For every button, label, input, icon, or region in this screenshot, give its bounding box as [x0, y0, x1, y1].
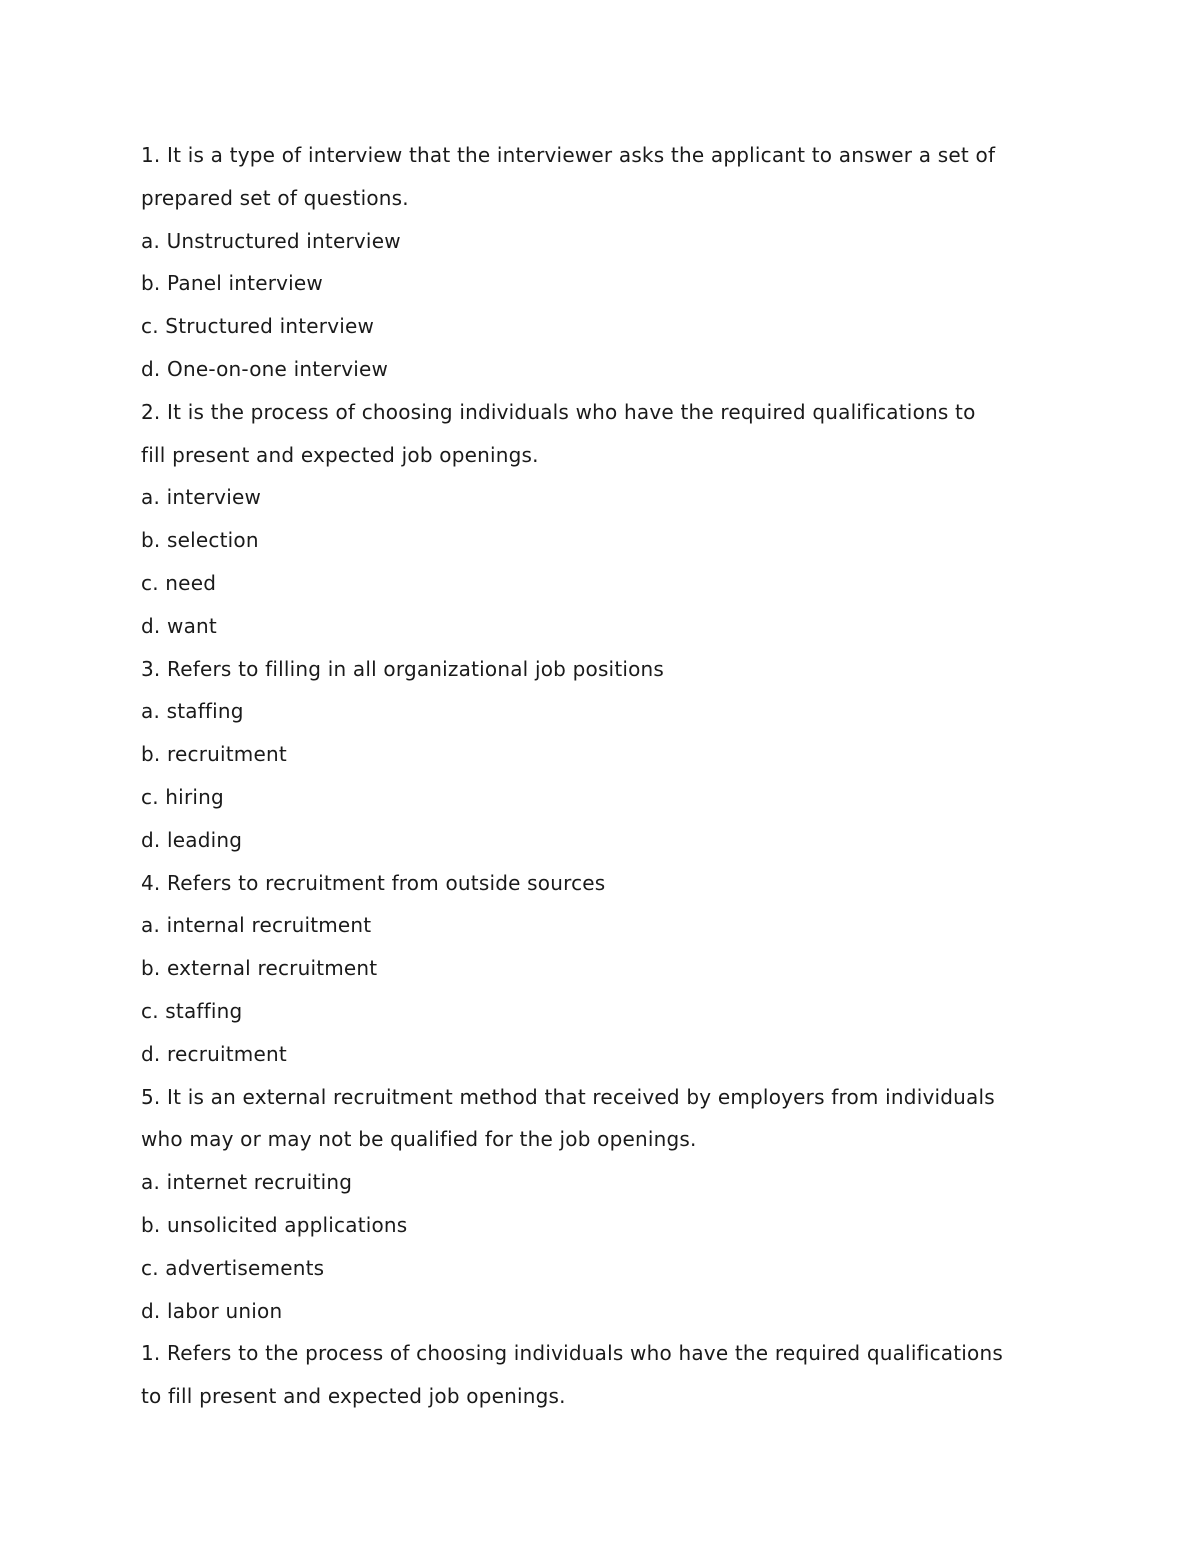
- question-4-option-a: a. internal recruitment: [141, 913, 372, 938]
- question-3-line-1: 3. Refers to filling in all organizational job positions: [141, 656, 665, 681]
- question-2-option-c: c. need: [141, 570, 217, 595]
- question-2-option-b: b. selection: [141, 528, 259, 553]
- question-3-option-d: d. leading: [141, 827, 243, 852]
- question-1-line-2: prepared set of questions.: [141, 185, 409, 210]
- question-1-option-c: c. Structured interview: [141, 314, 375, 339]
- question-3-option-a: a. staffing: [141, 699, 244, 724]
- document-body: [141, 134, 1071, 1418]
- question-3-option-b: b. recruitment: [141, 742, 287, 767]
- question-1-option-d: d. One-on-one interview: [141, 356, 389, 381]
- question-5-option-d: d. labor union: [141, 1298, 283, 1323]
- question-1-option-b: b. Panel interview: [141, 271, 323, 296]
- question-6-line-1: 1. Refers to the process of choosing individuals who have the required qualifications: [141, 1341, 1003, 1366]
- question-2-line-2: fill present and expected job openings.: [141, 442, 539, 467]
- question-5-option-b: b. unsolicited applications: [141, 1212, 408, 1237]
- question-4-line-1: 4. Refers to recruitment from outside sources: [141, 870, 606, 895]
- question-2-line-1: 2. It is the process of choosing individuals who have the required qualifications to: [141, 399, 976, 424]
- question-4-option-d: d. recruitment: [141, 1041, 287, 1066]
- question-5-option-a: a. internet recruiting: [141, 1170, 353, 1195]
- question-4-option-c: c. staffing: [141, 998, 243, 1023]
- question-4-option-b: b. external recruitment: [141, 956, 378, 981]
- question-3-option-c: c. hiring: [141, 784, 224, 809]
- question-6-line-2: to fill present and expected job openings.: [141, 1384, 566, 1409]
- question-5-option-c: c. advertisements: [141, 1255, 325, 1280]
- question-2-option-a: a. interview: [141, 485, 262, 510]
- question-5-line-2: who may or may not be qualified for the job openings.: [141, 1127, 697, 1152]
- question-1-option-a: a. Unstructured interview: [141, 228, 401, 253]
- question-1-line-1: 1. It is a type of interview that the interviewer asks the applicant to answer a set of: [141, 143, 996, 167]
- question-2-option-d: d. want: [141, 613, 217, 638]
- question-5-line-1: 5. It is an external recruitment method that received by employers from individuals: [141, 1084, 995, 1109]
